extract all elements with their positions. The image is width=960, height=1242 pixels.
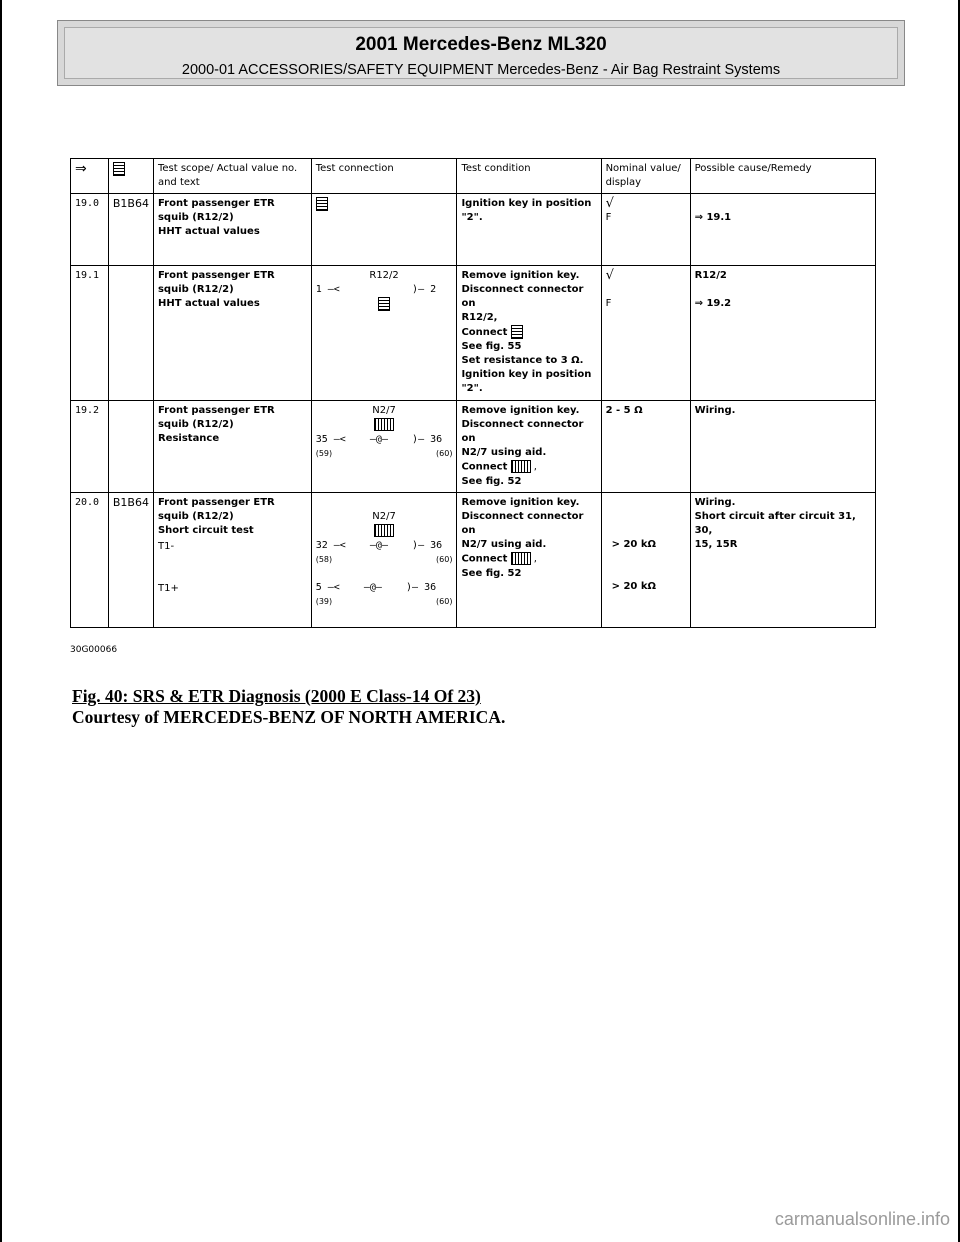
condition-line: Remove ignition key. bbox=[461, 405, 580, 416]
remedy-line: R12/2 bbox=[694, 270, 727, 281]
condition-line: Connect bbox=[461, 327, 508, 338]
remedy-line: Short circuit after circuit 31, 30, bbox=[694, 511, 856, 536]
tester-icon bbox=[511, 325, 523, 339]
remedy bbox=[690, 493, 875, 628]
condition-line: See fig. 55 bbox=[461, 341, 522, 352]
pin-labels bbox=[316, 553, 453, 567]
connection-label: N2/7 bbox=[372, 511, 396, 522]
remedy-line: ⇒ 19.1 bbox=[694, 212, 732, 223]
scope-line: Resistance bbox=[157, 433, 220, 444]
nominal-value bbox=[601, 401, 690, 493]
remedy-line: Wiring. bbox=[694, 497, 736, 508]
connection-icon-row bbox=[316, 524, 453, 539]
condition-line: N2/7 using aid. bbox=[461, 539, 547, 550]
adapter-icon bbox=[374, 524, 394, 537]
page-header bbox=[57, 20, 905, 86]
nominal-line: F bbox=[605, 212, 612, 223]
condition-line: See fig. 52 bbox=[461, 567, 522, 579]
test-condition bbox=[457, 266, 601, 401]
test-scope bbox=[153, 401, 311, 493]
test-connection bbox=[311, 493, 457, 628]
condition-line: See fig. 52 bbox=[461, 475, 522, 487]
table-row bbox=[71, 194, 876, 266]
nominal-line: F bbox=[605, 298, 612, 309]
page-header-inner bbox=[64, 27, 898, 79]
connection-icon-row bbox=[316, 297, 453, 312]
connection-spacer bbox=[316, 567, 453, 581]
table-row bbox=[71, 401, 876, 493]
tester-icon bbox=[378, 297, 390, 311]
fault-code: B1B64 bbox=[108, 493, 153, 628]
remedy-spacer bbox=[695, 283, 871, 297]
connection-line: 1 —< )— 2 bbox=[315, 284, 437, 295]
condition-line: Remove ignition key. bbox=[461, 270, 580, 281]
figure-caption bbox=[72, 686, 505, 728]
fault-code bbox=[108, 266, 153, 401]
nominal-value bbox=[601, 266, 690, 401]
scope-line: squib (R12/2) bbox=[157, 419, 234, 430]
nominal-line: √ bbox=[605, 268, 614, 283]
test-condition bbox=[457, 493, 601, 628]
condition-line: N2/7 using aid. bbox=[461, 447, 547, 458]
connection-spacer bbox=[316, 496, 453, 510]
condition-line: Connect bbox=[461, 553, 508, 565]
connection-label: R12/2 bbox=[369, 270, 399, 281]
step-number: 19.2 bbox=[71, 401, 109, 493]
fault-code: B1B64 bbox=[108, 194, 153, 266]
step-number: 19.0 bbox=[71, 194, 109, 266]
scope-line: Front passenger ETR bbox=[157, 405, 275, 416]
pin-label: (59) bbox=[315, 448, 333, 458]
condition-connect-row bbox=[461, 325, 596, 340]
connection-line: 35 —< —@— )— 36 bbox=[315, 433, 443, 445]
header-device-icon bbox=[108, 159, 153, 194]
condition-line: Ignition key in position "2". bbox=[461, 369, 592, 394]
table-row bbox=[71, 266, 876, 401]
condition-connect-row: Connect , bbox=[461, 553, 537, 565]
remedy-line: Wiring. bbox=[694, 405, 736, 416]
pin-label: (60) bbox=[436, 448, 453, 458]
fault-code bbox=[108, 401, 153, 493]
scope-line: T1+ bbox=[157, 583, 179, 594]
nominal-spacer bbox=[606, 566, 686, 580]
step-number: 19.1 bbox=[71, 266, 109, 401]
adapter-icon bbox=[374, 418, 394, 431]
condition-line: R12/2, bbox=[461, 312, 498, 323]
scope-line: Front passenger ETR bbox=[157, 497, 275, 508]
condition-line: Remove ignition key. bbox=[461, 497, 580, 508]
nominal-line: > 20 kΩ bbox=[611, 539, 656, 550]
condition-connect-row: Connect , bbox=[461, 461, 537, 473]
scope-line: HHT actual values bbox=[157, 226, 260, 237]
scope-line: Front passenger ETR bbox=[157, 198, 275, 209]
scope-line: squib (R12/2) bbox=[157, 511, 234, 522]
diagram-code: 30G00066 bbox=[70, 645, 118, 655]
test-scope bbox=[153, 266, 311, 401]
scope-line: squib (R12/2) bbox=[157, 284, 234, 295]
test-connection bbox=[311, 194, 457, 266]
diagnosis-table bbox=[70, 158, 876, 628]
nominal-line bbox=[606, 283, 686, 297]
scope-line: Short circuit test bbox=[157, 525, 254, 536]
nominal-value bbox=[601, 493, 690, 628]
remedy bbox=[690, 194, 875, 266]
nominal-spacer bbox=[606, 510, 686, 524]
watermark: carmanualsonline.info bbox=[774, 1209, 950, 1229]
scope-line: T1- bbox=[157, 541, 175, 552]
header-condition: Test condition bbox=[457, 159, 601, 194]
diagnosis-diagram bbox=[70, 158, 878, 660]
table-row bbox=[71, 493, 876, 628]
nominal-spacer bbox=[606, 496, 686, 510]
connection-label: N2/7 bbox=[372, 405, 396, 416]
caption-title[interactable]: Fig. 40: SRS & ETR Diagnosis (2000 E Class-14 Of 23) bbox=[72, 686, 481, 706]
header-connection: Test connection bbox=[311, 159, 457, 194]
table-header-row bbox=[71, 159, 876, 194]
pin-labels bbox=[316, 595, 453, 609]
header-nominal: Nominal value/ display bbox=[601, 159, 690, 194]
adapter-icon bbox=[511, 460, 531, 473]
tester-icon bbox=[113, 162, 125, 176]
step-number: 20.0 bbox=[71, 493, 109, 628]
nominal-line: > 20 kΩ bbox=[611, 581, 656, 592]
header-arrow: ⇒ bbox=[71, 159, 109, 194]
nominal-line: √ bbox=[605, 196, 614, 211]
test-condition bbox=[457, 401, 601, 493]
remedy bbox=[690, 266, 875, 401]
scope-line: HHT actual values bbox=[157, 298, 260, 309]
scope-spacer bbox=[158, 554, 307, 568]
condition-line: Disconnect connector on bbox=[461, 511, 584, 536]
remedy bbox=[690, 401, 875, 493]
header-subtitle: 2000-01 ACCESSORIES/SAFETY EQUIPMENT Mercedes-Benz - Air Bag Restraint Systems bbox=[181, 62, 781, 78]
remedy-line: ⇒ 19.2 bbox=[694, 298, 732, 309]
scope-line: squib (R12/2) bbox=[157, 212, 234, 223]
condition-line: Disconnect connector on bbox=[461, 419, 584, 444]
adapter-icon bbox=[511, 552, 531, 565]
tester-icon bbox=[316, 197, 328, 211]
nominal-spacer bbox=[606, 552, 686, 566]
connection-icon-row bbox=[316, 418, 453, 433]
condition-line: Set resistance to 3 Ω. bbox=[461, 355, 584, 366]
remedy-line: 15, 15R bbox=[694, 539, 738, 550]
test-connection bbox=[311, 401, 457, 493]
connection-line: 5 —< —@— )— 36 bbox=[315, 581, 437, 593]
pin-label: (39) bbox=[315, 596, 333, 606]
connection-line: 32 —< —@— )— 36 bbox=[315, 539, 443, 551]
test-condition bbox=[457, 194, 601, 266]
condition-line: Ignition key in position "2". bbox=[461, 198, 592, 223]
pin-label: (60) bbox=[436, 596, 453, 606]
remedy-line bbox=[695, 197, 871, 211]
test-scope bbox=[153, 493, 311, 628]
header-remedy: Possible cause/Remedy bbox=[690, 159, 875, 194]
caption-credit: Courtesy of MERCEDES-BENZ OF NORTH AMERICA. bbox=[72, 707, 506, 727]
test-connection bbox=[311, 266, 457, 401]
scope-spacer bbox=[158, 568, 307, 582]
nominal-spacer bbox=[606, 524, 686, 538]
pin-label: (58) bbox=[315, 554, 333, 564]
header-title: 2001 Mercedes-Benz ML320 bbox=[355, 34, 607, 55]
condition-line: Disconnect connector on bbox=[461, 284, 584, 309]
condition-line: Connect bbox=[461, 461, 508, 473]
test-scope bbox=[153, 194, 311, 266]
nominal-value bbox=[601, 194, 690, 266]
scope-line: Front passenger ETR bbox=[157, 270, 275, 281]
pin-label: (60) bbox=[436, 554, 453, 564]
header-scope: Test scope/ Actual value no. and text bbox=[153, 159, 311, 194]
nominal-line: 2 - 5 Ω bbox=[605, 405, 643, 416]
pin-labels bbox=[316, 447, 453, 461]
